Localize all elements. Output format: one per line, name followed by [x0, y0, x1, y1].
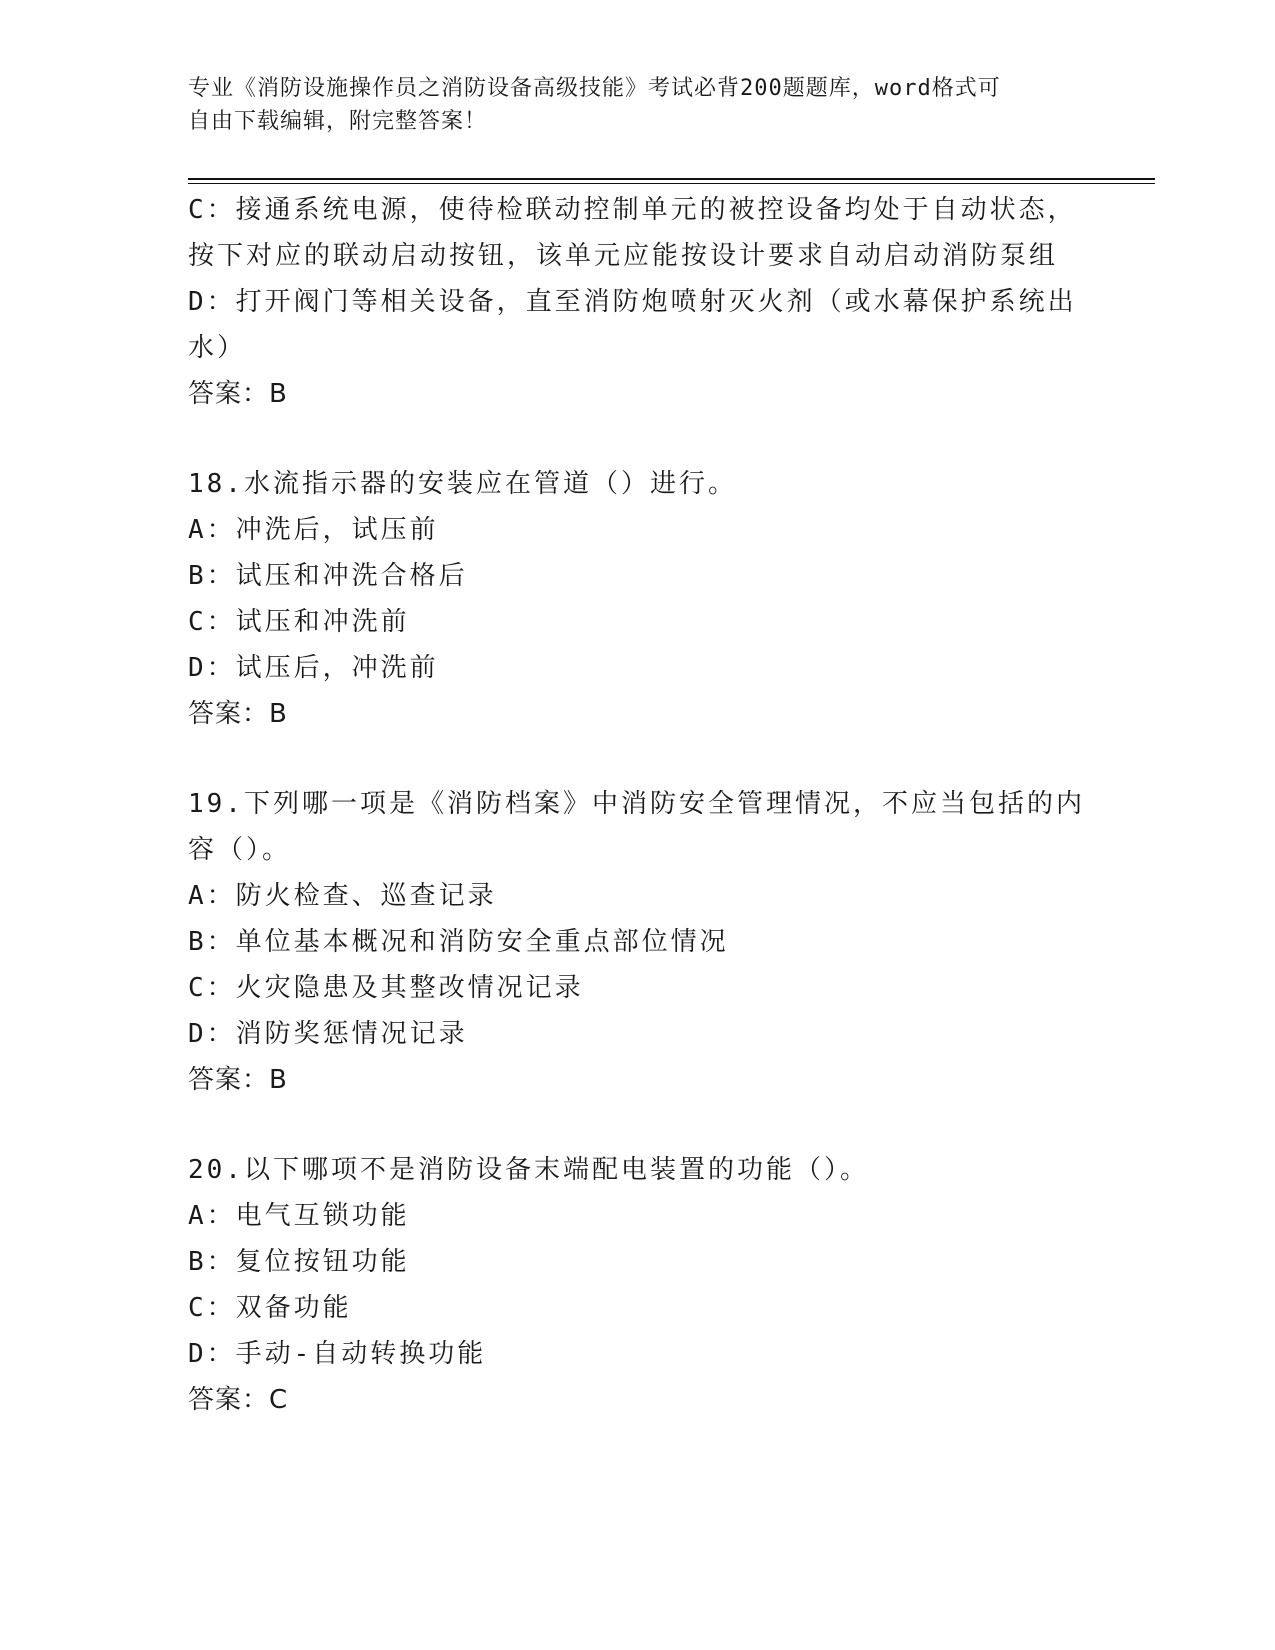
question-19: [188, 781, 1088, 1103]
option-text: 按下对应的联动启动按钮，该单元应能按设计要求自动启动消防泵组: [188, 241, 1059, 271]
option-c: C：试压和冲洗前: [188, 607, 410, 637]
option-c: C：双备功能: [188, 1293, 352, 1323]
header-line-1: 专业《消防设施操作员之消防设备高级技能》考试必背200题题库，word格式可: [188, 76, 1001, 101]
question-stem: 18.水流指示器的安装应在管道（）进行。: [188, 469, 737, 499]
option-d: D：手动-自动转换功能: [188, 1339, 487, 1369]
question-content: [188, 187, 1088, 1423]
header-divider-thick: [188, 178, 1155, 180]
option-c: C：火灾隐患及其整改情况记录: [188, 973, 584, 1003]
question-20: [188, 1147, 1088, 1423]
document-header: [188, 72, 1068, 138]
option-d: D：消防奖惩情况记录: [188, 1019, 468, 1049]
answer-text: 答案：C: [188, 1385, 289, 1415]
answer-text: 答案：B: [188, 1065, 288, 1095]
header-divider-thin: [188, 183, 1155, 184]
option-d: D：试压后，冲洗前: [188, 653, 439, 683]
option-a: A：冲洗后，试压前: [188, 515, 439, 545]
option-a: A：电气互锁功能: [188, 1201, 410, 1231]
option-b: B：单位基本概况和消防安全重点部位情况: [188, 927, 729, 957]
option-a: A：防火检查、巡查记录: [188, 881, 497, 911]
answer-text: 答案：B: [188, 699, 288, 729]
option-text: 水）: [188, 333, 247, 363]
question-stem: 19.下列哪一项是《消防档案》中消防安全管理情况，不应当包括的内: [188, 789, 1085, 819]
header-line-2: 自由下载编辑，附完整答案！: [188, 109, 488, 134]
question-17-continued: [188, 187, 1088, 417]
option-b: B：复位按钮功能: [188, 1247, 410, 1277]
question-stem-continued: 容（）。: [188, 835, 292, 865]
answer-text: 答案：B: [188, 379, 288, 409]
option-b: B：试压和冲洗合格后: [188, 561, 468, 591]
option-text: D：打开阀门等相关设备，直至消防炮喷射灭火剂（或水幕保护系统出: [188, 287, 1077, 317]
question-18: [188, 461, 1088, 737]
question-stem: 20.以下哪项不是消防设备末端配电装置的功能（）。: [188, 1155, 869, 1185]
option-text: C：接通系统电源，使待检联动控制单元的被控设备均处于自动状态，: [188, 195, 1077, 225]
